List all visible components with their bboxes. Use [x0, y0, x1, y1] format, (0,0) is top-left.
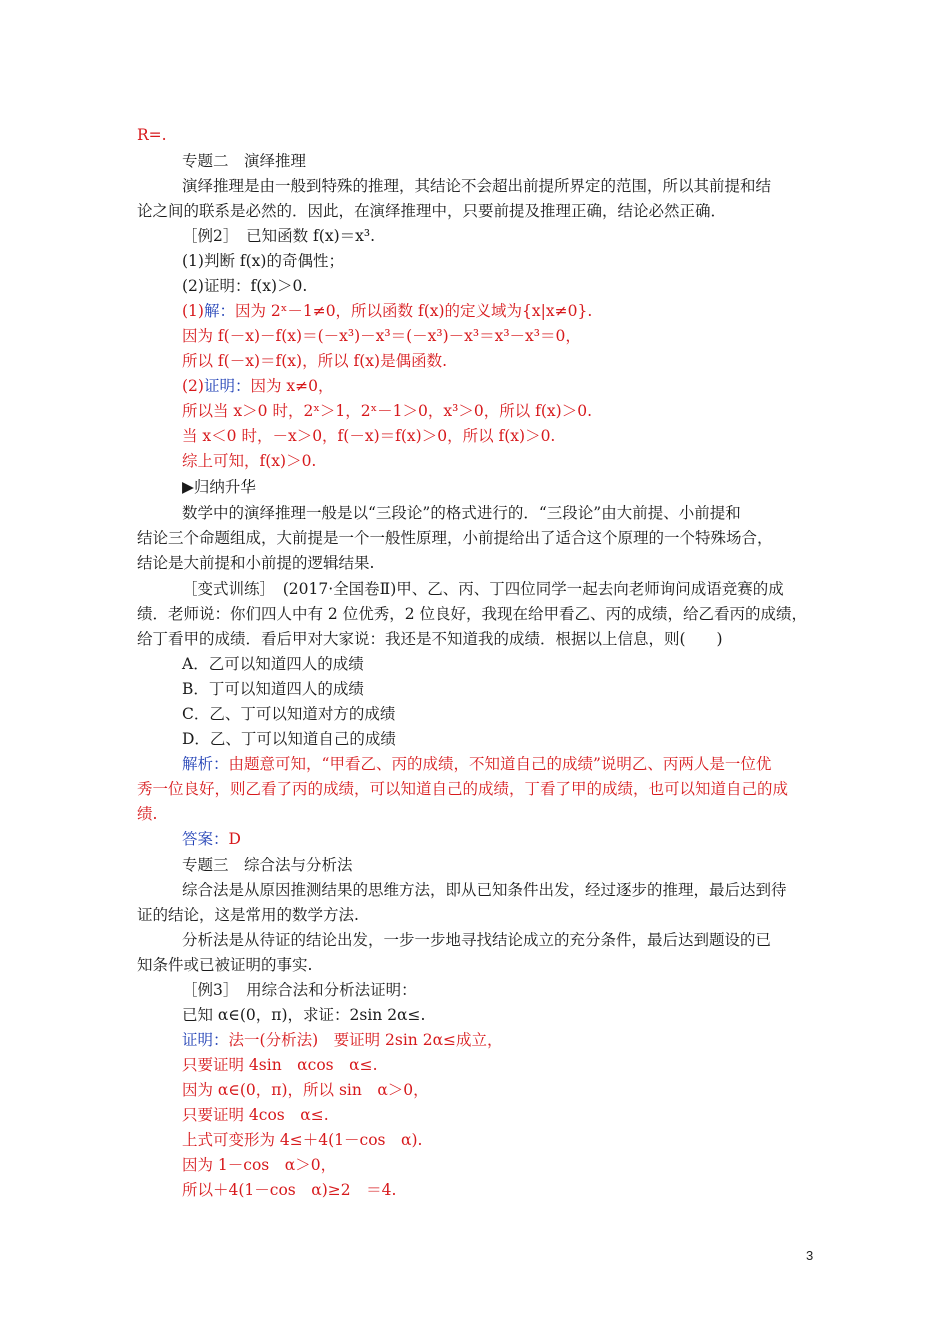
text-line	[182, 400, 592, 422]
text-line	[182, 225, 375, 247]
text-run: 因为 α∈(0，π)，所以 sin α＞0，	[182, 1081, 429, 1099]
text-line	[137, 603, 807, 625]
text-run: ［例2］ 已知函数 f(x)＝x³.	[182, 227, 375, 245]
text-run: 证的结论，这是常用的数学方法.	[137, 906, 359, 924]
page-number: 3	[806, 1248, 814, 1263]
text-run: 法一(分析法) 要证明 2sin 2α≤成立，	[228, 1031, 503, 1049]
text-line	[182, 879, 787, 901]
text-run: D	[228, 830, 241, 848]
text-line	[182, 350, 447, 372]
text-run: 解析：	[182, 755, 229, 773]
text-run: ▶归纳升华	[182, 478, 256, 496]
text-line	[182, 728, 396, 750]
text-line	[182, 1079, 429, 1101]
text-line	[137, 904, 359, 926]
text-run: (1)判断 f(x)的奇偶性；	[182, 252, 344, 270]
text-line	[182, 175, 771, 197]
text-line	[182, 450, 316, 472]
text-run: 当 x＜0 时，－x＞0，f(－x)＝f(x)＞0，所以 f(x)＞0.	[182, 427, 556, 445]
text-line	[137, 552, 374, 574]
text-line	[182, 150, 306, 172]
text-line	[182, 929, 771, 951]
text-line	[137, 778, 788, 800]
text-line	[182, 1104, 329, 1126]
text-line	[182, 854, 353, 876]
text-run: 给丁看甲的成绩．看后甲对大家说：我还是不知道我的成绩．根据以上信息，则( )	[137, 630, 723, 648]
text-run: 只要证明 4sin αcos α≤.	[182, 1056, 378, 1074]
text-line	[182, 1054, 378, 1076]
text-run: 证明：	[182, 1031, 229, 1049]
text-line	[182, 476, 256, 498]
text-run: ［变式训练］ (2017·全国卷Ⅱ)甲、乙、丙、丁四位同学一起去向老师询问成语竞赛的成	[182, 580, 784, 598]
text-run: 由题意可知，“甲看乙、丙的成绩，不知道自己的成绩”说明乙、丙两人是一位优	[228, 755, 772, 773]
text-line	[182, 250, 344, 272]
text-run: 绩.	[137, 805, 158, 823]
text-run: 解：	[203, 302, 235, 320]
text-line	[182, 1129, 422, 1151]
text-run: (1)	[182, 302, 204, 320]
text-run: D．乙、丁可以知道自己的成绩	[182, 730, 396, 748]
text-run: 已知 α∈(0，π)，求证：2sin 2α≤.	[182, 1006, 426, 1024]
text-line	[182, 502, 741, 524]
text-run: 分析法是从待证的结论出发，一步一步地寻找结论成立的充分条件，最后达到题设的已	[182, 931, 772, 949]
text-line	[182, 703, 395, 725]
text-line	[182, 1154, 336, 1176]
text-run: 专题三 综合法与分析法	[182, 856, 353, 874]
text-run: 因为 x≠0，	[250, 377, 334, 395]
text-run: 秀一位良好，则乙看了丙的成绩，可以知道自己的成绩，丁看了甲的成绩，也可以知道自己的成	[137, 780, 789, 798]
text-run: 综合法是从原因推测结果的思维方法，即从已知条件出发，经过逐步的推理，最后达到待	[182, 881, 787, 899]
text-run: 结论是大前提和小前提的逻辑结果.	[137, 554, 375, 572]
text-line	[182, 653, 364, 675]
text-line	[182, 1179, 396, 1201]
text-run: 绩．老师说：你们四人中有 2 位优秀，2 位良好，我现在给甲看乙、丙的成绩，给乙看丙的成绩，	[137, 605, 808, 623]
text-line	[182, 828, 241, 850]
text-run: R=.	[137, 126, 167, 144]
text-run: A．乙可以知道四人的成绩	[182, 655, 364, 673]
text-run: 证明：	[203, 377, 251, 395]
text-line	[182, 300, 592, 322]
text-run: 所以 f(－x)＝f(x)，所以 f(x)是偶函数.	[182, 352, 447, 370]
text-run: B．丁可以知道四人的成绩	[182, 680, 364, 698]
text-run: 因为 2ˣ－1≠0，所以函数 f(x)的定义域为{x|x≠0}.	[234, 302, 593, 320]
text-run: (2)	[182, 377, 204, 395]
text-line	[182, 325, 581, 347]
text-run: 论之间的联系是必然的．因此，在演绎推理中，只要前提及推理正确，结论必然正确．	[137, 202, 727, 220]
text-run: 只要证明 4cos α≤.	[182, 1106, 329, 1124]
text-run: 上式可变形为 4≤＋4(1－cos α).	[182, 1131, 423, 1149]
text-line	[182, 275, 307, 297]
text-line	[137, 803, 157, 825]
text-line	[182, 1004, 425, 1026]
text-run: 演绎推理是由一般到特殊的推理，其结论不会超出前提所界定的范围，所以其前提和结	[182, 177, 772, 195]
text-line	[182, 979, 417, 1001]
text-run: 知条件或已被证明的事实.	[137, 956, 313, 974]
text-line	[182, 753, 771, 775]
text-line	[137, 954, 312, 976]
text-run: 综上可知，f(x)＞0.	[182, 452, 317, 470]
text-run: 所以当 x＞0 时，2ˣ＞1，2ˣ－1＞0，x³＞0，所以 f(x)＞0.	[182, 402, 593, 420]
text-run: (2)证明：f(x)＞0.	[182, 277, 308, 295]
text-line	[137, 124, 167, 146]
text-run: 答案：	[182, 830, 229, 848]
text-line	[182, 678, 364, 700]
text-run: 专题二 演绎推理	[182, 152, 307, 170]
text-line	[182, 1029, 503, 1051]
text-run: C．乙、丁可以知道对方的成绩	[182, 705, 396, 723]
text-run: 因为 f(－x)－f(x)＝(－x³)－x³＝(－x³)－x³＝x³－x³＝0，	[182, 327, 581, 345]
text-line	[182, 375, 334, 397]
text-line	[182, 578, 784, 600]
text-line	[137, 200, 726, 222]
text-run: 结论三个命题组成，大前提是一个一般性原理，小前提给出了适合这个原理的一个特殊场合，	[137, 529, 773, 547]
text-run: 所以＋4(1－cos α)≥2 ＝4.	[182, 1181, 397, 1199]
text-run: ［例3］ 用综合法和分析法证明：	[182, 981, 417, 999]
text-run: 因为 1－cos α＞0，	[182, 1156, 337, 1174]
text-line	[137, 527, 773, 549]
text-run: 数学中的演绎推理一般是以“三段论”的格式进行的．“三段论”由大前提、小前提和	[182, 504, 741, 522]
text-line	[182, 425, 555, 447]
text-line	[137, 628, 723, 650]
